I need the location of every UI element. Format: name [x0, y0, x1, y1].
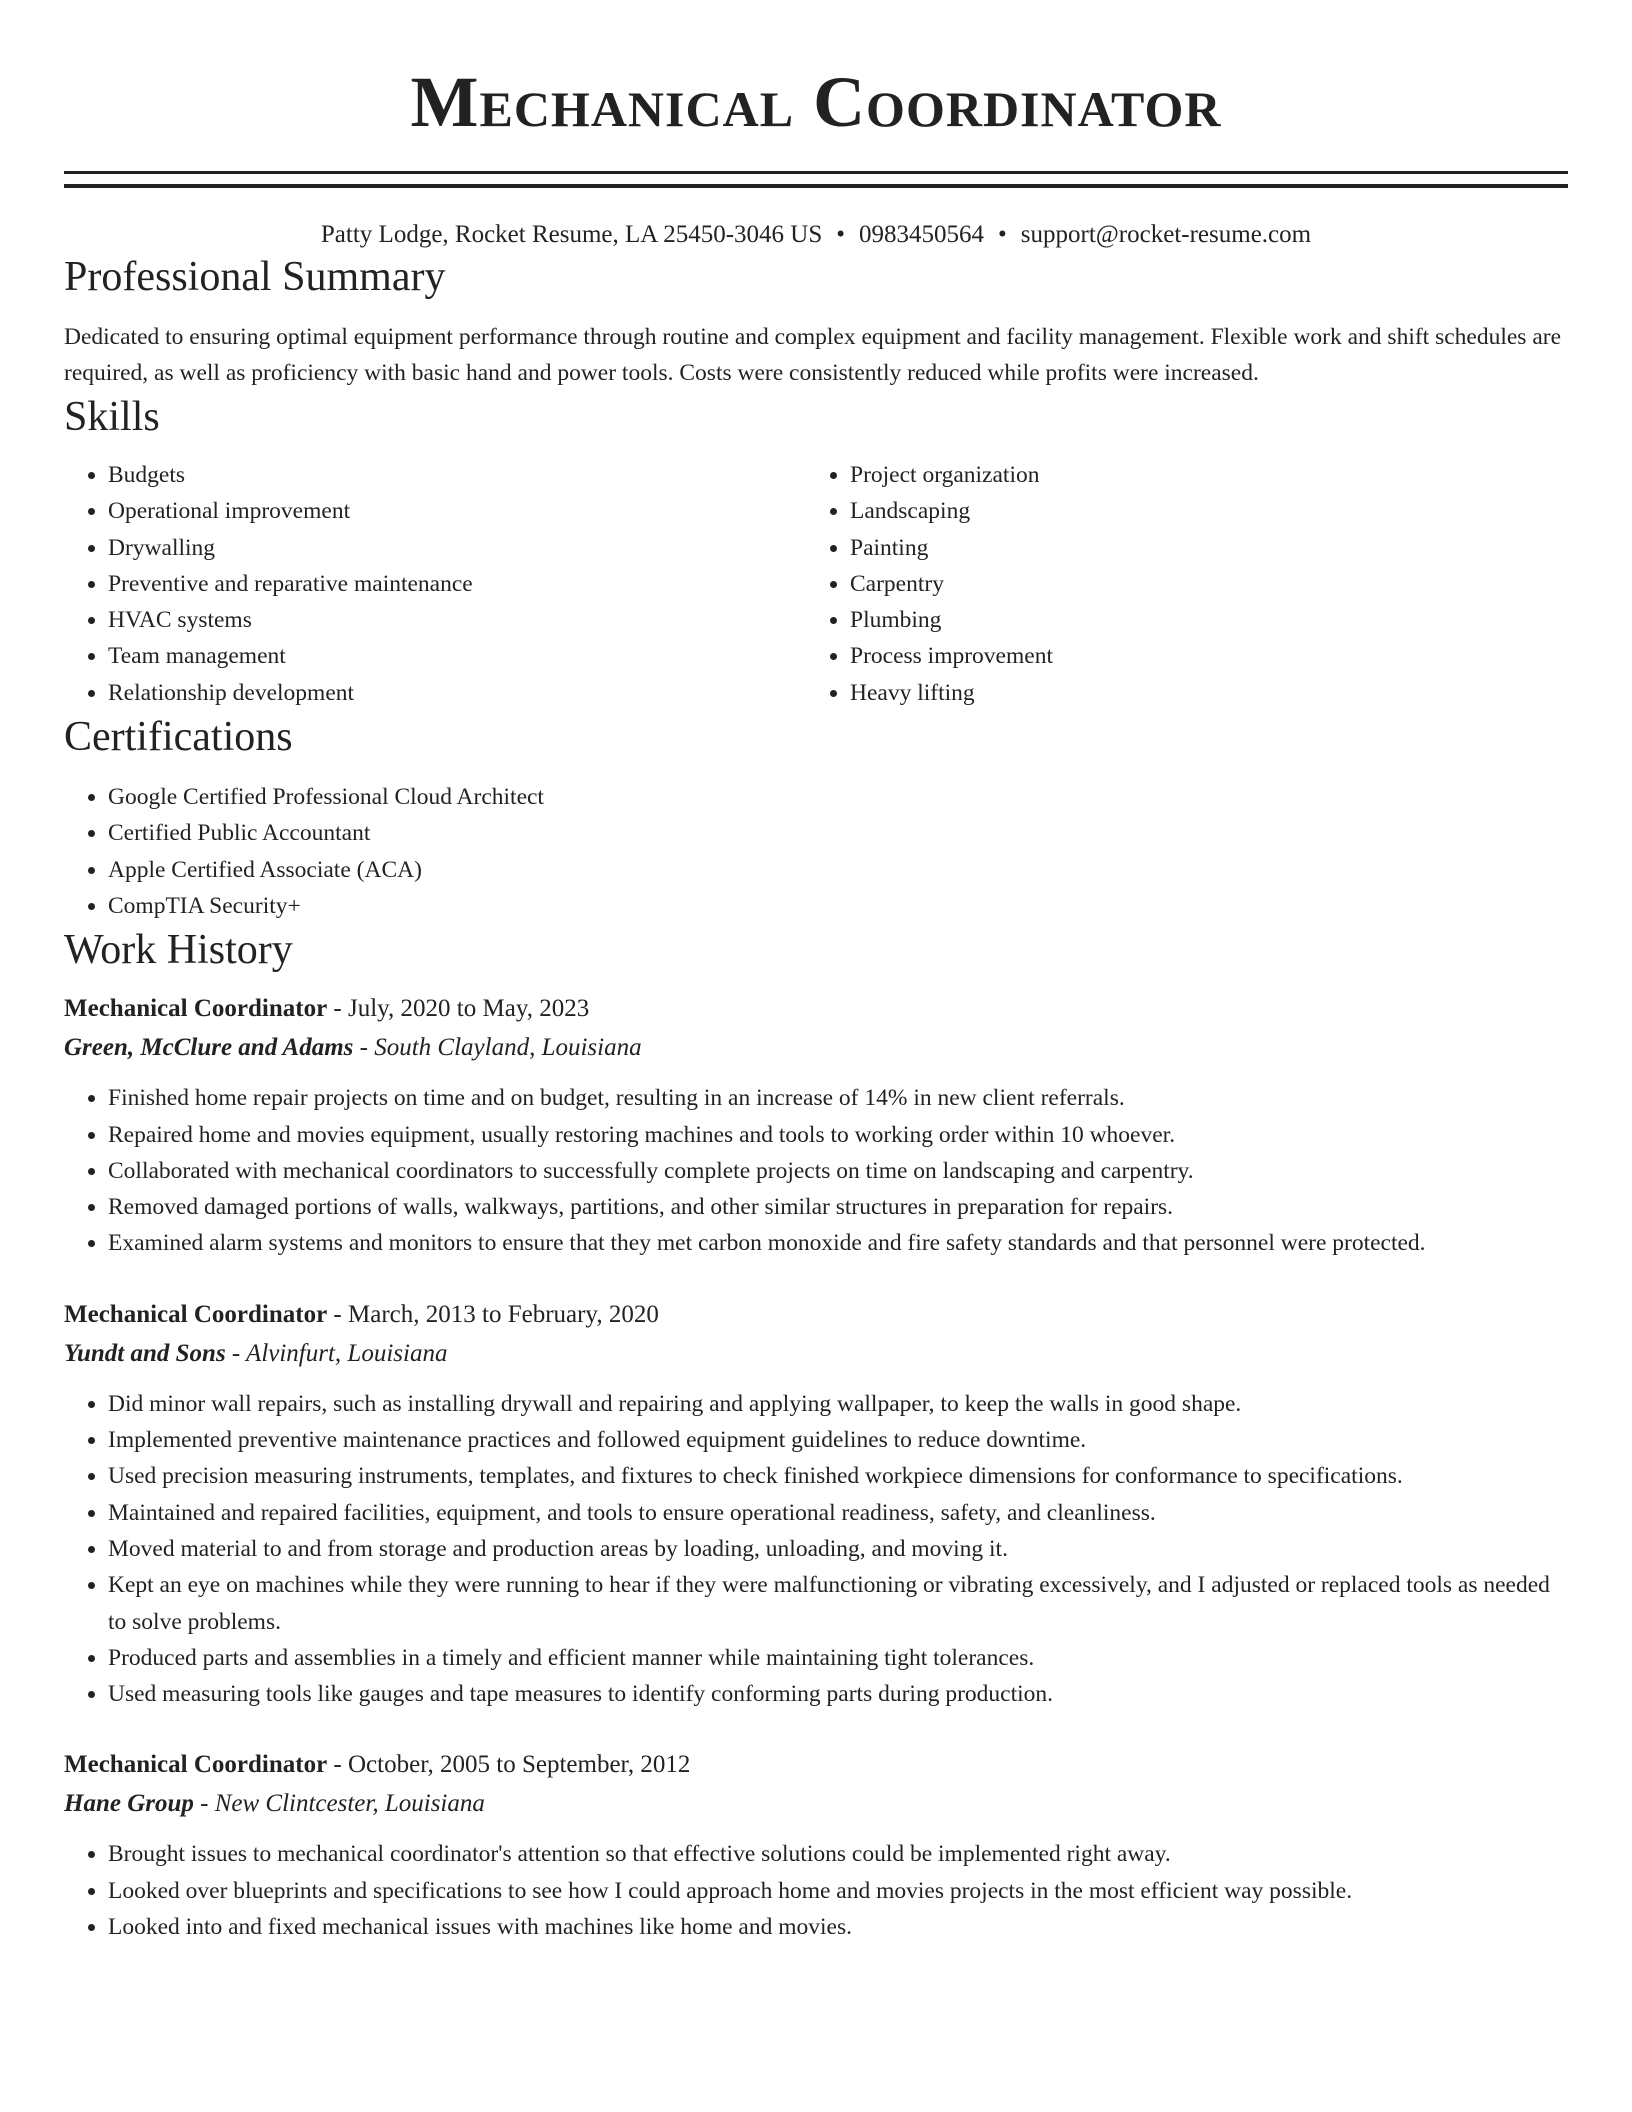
job-duties-list [64, 1386, 1568, 1713]
job-entry [64, 1746, 1568, 1945]
job-duty-item: • Collaborated with mechanical coordinators to successfully complete projects on time on landscaping and carpentry. [108, 1153, 1568, 1189]
job-duty-item: • Kept an eye on machines while they were running to hear if they were malfunctioning or vibrating excessively, and I adjusted or replaced tools as needed to solve problems. [108, 1567, 1568, 1640]
skill-item: • Operational improvement [108, 493, 806, 529]
contact-address: Patty Lodge, Rocket Resume, LA 25450-3046 US [320, 221, 823, 248]
job-dates: - March, 2013 to February, 2020 [327, 1300, 659, 1328]
job-duty-item: • Looked into and fixed mechanical issues with machines like home and movies. [108, 1909, 1568, 1945]
job-entry [64, 1296, 1568, 1713]
job-location: - South Clayland, Louisiana [353, 1034, 642, 1062]
skill-item: • Heavy lifting [850, 675, 1548, 711]
skill-item: • Preventive and reparative maintenance [108, 566, 806, 602]
certification-item: • Google Certified Professional Cloud Architect [108, 779, 1568, 815]
contact-phone: 0983450564 [859, 221, 985, 248]
skill-item: • Budgets [108, 457, 806, 493]
job-dates: - October, 2005 to September, 2012 [327, 1751, 691, 1779]
job-duty-item: • Used precision measuring instruments, templates, and fixtures to check finished workpiece dimensions for conformance to specifications. [108, 1458, 1568, 1494]
certifications-heading: Certifications [64, 714, 293, 761]
skill-item: • HVAC systems [108, 602, 806, 638]
contact-separator: • [836, 221, 846, 248]
job-duty-item: • Produced parts and assemblies in a timely and efficient manner while maintaining tight tolerances. [108, 1640, 1568, 1676]
summary-text: Dedicated to ensuring optimal equipment performance through routine and complex equipment and facility management. Flexible work and shift schedules are required, as well as proficiency with basic hand and power tools. Costs were consistently reduced while profits were increased. [64, 324, 1562, 386]
job-duty-item: • Removed damaged portions of walls, walkways, partitions, and other similar structures in preparation for repairs. [108, 1189, 1568, 1225]
job-duty-item: • Used measuring tools like gauges and tape measures to identify conforming parts during production. [108, 1676, 1568, 1712]
job-role: Mechanical Coordinator [64, 1751, 328, 1779]
job-company: Green, McClure and Adams [64, 1034, 354, 1062]
certification-item: • CompTIA Security+ [108, 888, 1568, 924]
job-entry [64, 990, 1568, 1261]
skills-column-right [806, 457, 1548, 711]
skill-item: • Landscaping [850, 493, 1548, 529]
job-duty-item: • Repaired home and movies equipment, usually restoring machines and tools to working order within 10 whoever. [108, 1117, 1568, 1153]
skills-list-right [806, 457, 1548, 711]
job-company: Yundt and Sons [64, 1339, 226, 1367]
skills-grid [64, 457, 1568, 711]
certifications-list [64, 779, 1568, 924]
skill-item: • Process improvement [850, 638, 1548, 674]
job-company: Hane Group [64, 1790, 194, 1818]
job-duty-item: • Looked over blueprints and specifications to see how I could approach home and movies projects in the most efficient way possible. [108, 1873, 1568, 1909]
job-duty-item: • Maintained and repaired facilities, equipment, and tools to ensure operational readiness, safety, and cleanliness. [108, 1495, 1568, 1531]
job-duty-item: • Moved material to and from storage and production areas by loading, unloading, and moving it. [108, 1531, 1568, 1567]
job-duty-item: • Brought issues to mechanical coordinator's attention so that effective solutions could be implemented right away. [108, 1836, 1568, 1872]
contact-email: support@rocket-resume.com [1020, 221, 1312, 248]
skill-item: • Project organization [850, 457, 1548, 493]
job-duties-list [64, 1836, 1568, 1945]
job-title-line [64, 1296, 1568, 1334]
contact-line [64, 219, 1568, 251]
job-location: - New Clintcester, Louisiana [193, 1790, 485, 1818]
job-duty-item: • Examined alarm systems and monitors to ensure that they met carbon monoxide and fire safety standards and that personnel were protected. [108, 1225, 1568, 1261]
summary-heading: Professional Summary [64, 254, 446, 300]
job-duty-item: • Did minor wall repairs, such as installing drywall and repairing and applying wallpaper, to keep the walls in good shape. [108, 1386, 1568, 1422]
job-dates: - July, 2020 to May, 2023 [327, 995, 590, 1023]
resume-name-title: Mechanical Coordinator [410, 62, 1222, 142]
skill-item: • Drywalling [108, 530, 806, 566]
certification-item: • Certified Public Accountant [108, 815, 1568, 851]
job-company-line [64, 1334, 1568, 1374]
job-duty-item: • Implemented preventive maintenance practices and followed equipment guidelines to reduce downtime. [108, 1422, 1568, 1458]
job-location: - Alvinfurt, Louisiana [225, 1339, 448, 1367]
job-title-line [64, 1746, 1568, 1784]
certification-item: • Apple Certified Associate (ACA) [108, 852, 1568, 888]
skill-item: • Team management [108, 638, 806, 674]
job-role: Mechanical Coordinator [64, 1300, 328, 1328]
skill-item: • Plumbing [850, 602, 1548, 638]
job-role: Mechanical Coordinator [64, 995, 328, 1023]
skill-item: • Relationship development [108, 675, 806, 711]
skills-heading: Skills [64, 394, 160, 440]
work-history-heading: Work History [64, 927, 293, 974]
job-company-line [64, 1028, 1568, 1068]
job-duties-list [64, 1080, 1568, 1261]
header-double-rule [64, 171, 1568, 188]
skills-list-left [64, 457, 806, 711]
contact-separator: • [998, 221, 1007, 248]
job-duty-item: • Finished home repair projects on time and on budget, resulting in an increase of 14% in new client referrals. [108, 1080, 1568, 1116]
skill-item: • Painting [850, 530, 1548, 566]
job-title-line [64, 990, 1568, 1028]
skill-item: • Carpentry [850, 566, 1548, 602]
skills-column-left [64, 457, 806, 711]
job-company-line [64, 1784, 1568, 1824]
